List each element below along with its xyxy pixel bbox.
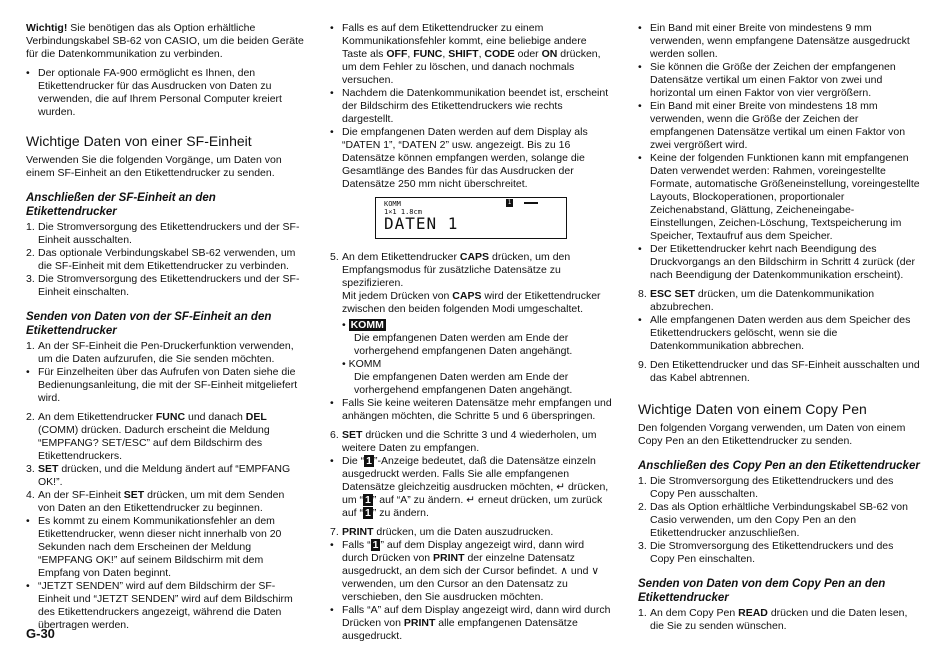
bullet-error: • Falls es auf dem Etikettendrucker zu einem Kommunikationsfehler kommt, eine beliebige andere Taste als OFF, FUNC, SHIFT, CODE oder ON drücken, um dem Fehler zu löschen, und danach nochmals versuchen.	[330, 22, 601, 86]
step-8: 8. ESC SET drücken, um die Datenkommunikation abzubrechen.	[638, 288, 875, 313]
bullet-return: • Der Etikettendrucker kehrt nach Beendigung des Druckvorgangs an den Bildschirm in Schritt 4 zurück (der nach Beendigung der Datenkommunikation erscheint).	[638, 243, 915, 281]
step-copy-3: 3. Die Stromversorgung des Etikettendruckers und des Copy Pen einschalten.	[638, 540, 894, 565]
step-text: Den Etikettendrucker und das SF-Einheit ausschalten und das Kabel abtrennen.	[650, 359, 920, 384]
step-connect-2: 2. Das optionale Verbindungskabel SB-62 verwenden, um die SF-Einheit mit dem Etikettendrucker zu verbinden.	[26, 247, 296, 272]
key-print: PRINT	[403, 617, 436, 629]
bullet-text: Falls “	[342, 539, 371, 551]
step-text: drücken, um die Daten auszudrucken.	[373, 526, 554, 538]
step-text: Das optionale Verbindungskabel SB-62 verwenden, um die SF-Einheit mit dem Etikettendrucker zu verbinden.	[38, 247, 296, 272]
bullet-no-functions: • Keine der folgenden Funktionen kann mit empfangenen Daten verwendet werden: Rahmen, voreingestellte Formate, automatische Größeneinstellung, voreingestellte Layouts, Blockoperationen, proportionaler Zeichenabstand, Glättung, Zeicheneingabe-Einstellungen, Zeichen-Löschung, Textspeicherung im Speicher, Textaufruf aus dem Speicher.	[638, 152, 920, 242]
key-code: CODE	[484, 48, 515, 60]
warning-text: Sie benötigen das als Option erhältliche Verbindungskabel SB-62 von CASIO, um die beiden Geräte für die Datenkommunikation zu verbinden.	[26, 22, 304, 60]
heading-connect-sf: Anschließen der SF-Einheit an den Etikettendrucker	[26, 192, 216, 218]
bullet-text: alle empfangenen Datensätze ausgedruckt.	[342, 617, 578, 642]
lcd-display-illustration	[375, 197, 567, 239]
step-send-4: 4. An der SF-Einheit SET drücken, um mit dem Senden von Daten an den Etikettendrucker zu beginnen.	[26, 489, 285, 514]
down-arrow-icon: ∨	[591, 565, 600, 577]
bullet-text: Sie können die Größe der Zeichen der empfangenen Datensätze vertikal um einen Faktor von zwei und horizontal um einen Faktor von vier vergrößern.	[650, 61, 896, 99]
bullet-text: ”-Anzeige bedeutet, daß die Datensätze einzeln ausgedruckt werden. Falls Sie alle empfangenen Datensätze gleichzeitig ausdrucken möchten,	[342, 455, 596, 493]
step-send-3: 3. SET drücken, und die Meldung ändert auf “EMPFANG OK!”.	[26, 463, 291, 488]
heading-connect-copy-pen: Anschließen des Copy Pen an den Etikettendrucker	[638, 460, 920, 472]
lcd-size-readout: 1×1 1.8cm	[384, 208, 422, 216]
bullet-text: Falls Sie keine weiteren Datensätze mehr empfangen und anhängen möchten, die Schritte 5 und 6 überspringen.	[342, 397, 612, 422]
lcd-mode-label: KOMM	[384, 200, 401, 208]
bullet-fa900: • Der optionale FA-900 ermöglicht es Ihnen, den Etikettendrucker für das Ausdrucken von Daten zu verwenden, die auf Ihrem Personal Computer kreiert wurden.	[26, 67, 282, 118]
step-5-detail	[330, 290, 612, 316]
key-shift: SHIFT	[448, 48, 479, 60]
step-text: Das als Option erhältliche Verbindungskabel SB-62 von Casio verwenden, um den Copy Pen an den Etikettendrucker anzuschließen.	[650, 501, 908, 539]
column-1	[26, 22, 304, 632]
bullet-after: • Nachdem die Datenkommunikation beendet ist, erscheint der Bildschirm des Etikettendruckers wie rechts dargestellt.	[330, 87, 609, 125]
bullet-text: ” zu ändern.	[372, 507, 429, 519]
key-func: FUNC	[413, 48, 443, 60]
bullet-cancel: • Alle empfangenen Daten werden aus dem Speicher des Etikettendruckers gelöscht, wenn sie die Datenkommunikation abbrechen.	[638, 314, 911, 352]
mode-label: KOMM	[348, 358, 382, 370]
step-text: wird der Etikettendrucker zwischen den beiden folgenden Modi umgeschaltet.	[342, 290, 601, 315]
bullet-tape-9mm: • Ein Band mit einer Breite von mindestens 9 mm verwenden, wenn empfangene Datensätze ausgedruckt werden sollen.	[638, 22, 910, 60]
step-text: und danach	[185, 411, 246, 423]
key-set: SET	[38, 463, 59, 475]
step-copy-1: 1. Die Stromversorgung des Etikettendruckers und des Copy Pen ausschalten.	[638, 475, 894, 500]
step-5: 5. An dem Etikettendrucker CAPS drücken, um den Empfangsmodus für zusätzliche Datensätze zu spezifizieren.	[330, 251, 571, 289]
key-del: DEL	[245, 411, 267, 423]
warning-note	[26, 22, 304, 61]
enter-icon: ↵	[556, 481, 566, 493]
lcd-record-indicator: 1	[507, 199, 512, 206]
lcd-data-text: DATEN 1	[384, 214, 459, 233]
step-text: Die Stromversorgung des Etikettendruckers und der SF-Einheit einschalten.	[38, 273, 300, 298]
step-text: Die Stromversorgung des Etikettendruckers und des Copy Pen einschalten.	[650, 540, 894, 565]
heading-send-copy-pen: Senden von Daten von dem Copy Pen an den Etikettendrucker	[638, 578, 886, 604]
bullet-text: verwenden, um den Cursor an den Datensatz zu verschieben, den Sie ausdrucken möchten.	[342, 578, 568, 603]
bullet-text: Falls es auf dem Etikettendrucker zu einem Kommunikationsfehler kommt, eine beliebige andere Taste als	[342, 22, 587, 60]
warning-label: Wichtig!	[26, 22, 68, 34]
step-text: drücken, um mit dem Senden von Daten an den Etikettendrucker zu beginnen.	[38, 489, 285, 514]
indicator-1-icon: 1	[366, 455, 373, 467]
bullet-text: Ein Band mit einer Breite von mindestens 9 mm verwenden, wenn empfangene Datensätze ausgedruckt werden sollen.	[650, 22, 910, 60]
heading-send-sf: Senden von Daten von der SF-Einheit an den Etikettendrucker	[26, 311, 272, 337]
page-number: G-30	[26, 626, 55, 641]
bullet-text: Es kommt zu einem Kommunikationsfehler an dem Etikettendrucker, wenn dieser nicht innerhalb von 20 Sekunden nach dem Erscheinen der Meldung “EMPFANG OK!” auf seinem Bildschirm mit dem Empfang von Daten beginnt.	[38, 515, 282, 579]
key-off: OFF	[386, 48, 408, 60]
key-esc-set: ESC SET	[650, 288, 695, 300]
indicator-1-icon: 1	[365, 494, 371, 506]
step-9: 9. Den Etikettendrucker und das SF-Einheit ausschalten und das Kabel abtrennen.	[638, 359, 920, 384]
key-print: PRINT	[342, 526, 374, 538]
step-connect-3: 3. Die Stromversorgung des Etikettendruckers und der SF-Einheit einschalten.	[26, 273, 300, 298]
intro-sf: Verwenden Sie die folgenden Vorgänge, um Daten von einem SF-Einheit an den Etikettendrucker zu senden.	[26, 154, 282, 179]
indicator-1-icon: 1	[372, 539, 379, 551]
bullet-text: und	[567, 565, 592, 577]
bullet-text: Falls “A” auf dem Display angezeigt wird, dann wird durch Drücken von	[342, 604, 611, 629]
bullet-text: oder	[514, 48, 542, 60]
step-text: Die Stromversorgung des Etikettendruckers und des Copy Pen ausschalten.	[650, 475, 894, 500]
bullet-text: Die “	[342, 455, 365, 467]
enter-icon: ↵	[466, 494, 476, 506]
mode-2-text: Die empfangenen Daten werden am Ende der vorhergehend empfangenen Daten angehängt.	[354, 371, 573, 396]
up-arrow-icon: ∧	[560, 565, 568, 577]
bullet-received: • Die empfangenen Daten werden auf dem Display als “DATEN 1”, “DATEN 2” usw. angezeigt. Bis zu 16 Datensätze können empfangen werden, solange die Gesamtlänge des Bandes für das Ausdrucken der Datensätze 250 mm nicht überschreitet.	[330, 126, 588, 190]
bullet-text: Nachdem die Datenkommunikation beendet ist, erscheint der Bildschirm des Etikettendruckers wie rechts dargestellt.	[342, 87, 609, 125]
column-3	[638, 22, 920, 633]
step-text: drücken und die Daten lesen, die Sie zu senden wünschen.	[650, 607, 908, 632]
mode-label-inverted: KOMM	[350, 319, 384, 331]
intro-copy-pen: Den folgenden Vorgang verwenden, um Daten von einem Copy Pen an den Etikettendrucker zu senden.	[638, 422, 906, 447]
key-on: ON	[541, 48, 558, 60]
step-text: Die Stromversorgung des Etikettendruckers und der SF-Einheit ausschalten.	[38, 221, 300, 246]
step-text: An der SF-Einheit	[38, 489, 124, 501]
bullet-text: Ein Band mit einer Breite von mindestens 18 mm verwenden, wenn die Größe der Zeichen der empfangenen Datensätze vertikal um einen Faktor von zwei vergrößert wird.	[650, 100, 906, 151]
bullet-text: Alle empfangenen Daten werden aus dem Speicher des Etikettendruckers gelöscht, wenn sie die Datenkommunikation abbrechen.	[650, 314, 911, 352]
mode-1-text: Die empfangenen Daten werden am Ende der vorhergehend empfangenen Daten angehängt.	[354, 332, 573, 357]
key-set: SET	[123, 489, 145, 501]
key-caps: CAPS	[452, 290, 482, 302]
step-send-2: 2. An dem Etikettendrucker FUNC und danach DEL (COMM) drücken. Dadurch erscheint die Meldung “EMPFANG? SET/ESC” auf dem Bildschirm des Etikettendruckers.	[26, 411, 270, 462]
bullet-send-1b: • Für Einzelheiten über das Aufrufen von Daten siehe die Bedienungsanleitung, die mit der SF-Einheit mitgeliefert wird.	[26, 366, 298, 404]
step-text: An der SF-Einheit die Pen-Druckerfunktion verwenden, um die Daten aufzurufen, die Sie senden möchten.	[38, 340, 294, 365]
mode-2: • KOMM	[342, 358, 382, 370]
step-text: drücken, um den Empfangsmodus für zusätzliche Datensätze zu spezifizieren.	[342, 251, 571, 289]
lcd-cursor	[524, 202, 538, 204]
column-2	[330, 22, 612, 643]
step-copy-2: 2. Das als Option erhältliche Verbindungskabel SB-62 von Casio verwenden, um den Copy Pen an den Etikettendrucker anzuschließen.	[638, 501, 908, 539]
key-read: READ	[738, 607, 768, 619]
key-print: PRINT	[433, 552, 465, 564]
heading-sf: Wichtige Daten von einer SF-Einheit	[26, 133, 252, 149]
step-6: 6. SET drücken und die Schritte 3 und 4 wiederholen, um weitere Daten zu empfangen.	[330, 429, 597, 454]
key-func: FUNC	[155, 411, 186, 423]
bullet-text: Keine der folgenden Funktionen kann mit empfangenen Daten verwendet werden: Rahmen, voreingestellte Formate, automatische Größeneinstellung, voreingestellte Layouts, Blockoperationen, proportionaler Zeichenabstand, Glättung, Zeicheneingabe-Einstellungen, Zeichen-Löschung, Textspeicherung im Speicher, Textaufruf aus dem Speicher.	[650, 152, 920, 242]
bullet-text: Für Einzelheiten über das Aufrufen von Daten siehe die Bedienungsanleitung, die mit der SF-Einheit mitgeliefert wird.	[38, 366, 298, 404]
bullet-text: ” auf dem Display angezeigt wird, dann wird durch Drücken von	[342, 539, 585, 564]
step-text: An dem Copy Pen	[650, 607, 739, 619]
step-7: 7. PRINT drücken, um die Daten auszudrucken.	[330, 526, 554, 538]
bullet-text: drücken, um dem Fehler zu löschen, und danach nochmals versuchen.	[342, 48, 601, 86]
heading-copy-pen: Wichtige Daten von einem Copy Pen	[638, 401, 867, 417]
bullet-text: Der optionale FA-900 ermöglicht es Ihnen, den Etikettendrucker für das Ausdrucken von Daten zu verwenden, die auf Ihrem Personal Computer kreiert wurden.	[38, 67, 282, 118]
mode-1: • KOMM	[342, 319, 384, 331]
bullet-indicator: • Die “ 1 ”-Anzeige bedeutet, daß die Datensätze einzeln ausgedruckt werden. Falls Sie alle empfangenen Datensätze gleichzeitig ausdrucken möchten, ↵ drücken, um “ 1 ” auf “A” zu ändern. ↵ erneut drücken, um zurück auf “ 1 ” zu ändern.	[330, 455, 609, 519]
step-connect-1: 1. Die Stromversorgung des Etikettendruckers und der SF-Einheit ausschalten.	[26, 221, 300, 246]
bullet-print-single: • Falls “ 1 ” auf dem Display angezeigt wird, dann wird durch Drücken von PRINT der einzelne Datensatz ausgedruckt, an dem sich der Cursor befindet. ∧ und ∨ verwenden, um den Cursor an den Datensatz zu verschieben, den Sie ausdrucken möchten.	[330, 539, 600, 603]
step-text: An dem Etikettendrucker	[342, 251, 460, 263]
key-set: SET	[342, 429, 363, 441]
step-text: (COMM) drücken. Dadurch erscheint die Meldung “EMPFANG? SET/ESC” auf dem Bildschirm des Etikettendruckers.	[38, 424, 270, 462]
step-send-1: 1. An der SF-Einheit die Pen-Druckerfunktion verwenden, um die Daten aufzurufen, die Sie senden möchten.	[26, 340, 294, 365]
bullet-print-all: • Falls “A” auf dem Display angezeigt wird, dann wird durch Drücken von PRINT alle empfangenen Datensätze ausgedruckt.	[330, 604, 611, 642]
step-text: An dem Etikettendrucker	[38, 411, 156, 423]
step-send-copy-1: 1. An dem Copy Pen READ drücken und die Daten lesen, die Sie zu senden wünschen.	[638, 607, 908, 632]
bullet-text: der einzelne Datensatz ausgedruckt, an dem sich der Cursor befindet.	[342, 552, 575, 577]
bullet-text: Der Etikettendrucker kehrt nach Beendigung des Druckvorgangs an den Bildschirm in Schritt 4 zurück (der nach Beendigung der Datenkommunikation erscheint).	[650, 243, 915, 281]
step-text: drücken, um die Datenkommunikation abzubrechen.	[650, 288, 875, 313]
bullet-char-size: • Sie können die Größe der Zeichen der empfangenen Datensätze vertikal um einen Faktor von zwei und horizontal um einen Faktor von vier vergrößern.	[638, 61, 896, 99]
bullet-send-4d: • “JETZT SENDEN” wird auf dem Bildschirm der SF-Einheit und “JETZT SENDEN” wird auf dem Bildschirm des Etikettendruckers angezeigt, während die Daten übertragen werden.	[26, 580, 293, 631]
bullet-text: erneut drücken, um zurück auf “	[342, 494, 603, 519]
step-text: drücken, und die Meldung ändert auf “EMPFANG OK!”.	[38, 463, 291, 488]
bullet-tape-18mm: • Ein Band mit einer Breite von mindestens 18 mm verwenden, wenn die Größe der Zeichen der empfangenen Datensätze vertikal um einen Faktor von zwei vergrößert wird.	[638, 100, 906, 151]
bullet-text: “JETZT SENDEN” wird auf dem Bildschirm der SF-Einheit und “JETZT SENDEN” wird auf dem Bildschirm des Etikettendruckers angezeigt, während die Daten übertragen werden.	[38, 580, 293, 631]
bullet-text: drücken, um “	[342, 481, 609, 506]
indicator-1-icon: 1	[365, 507, 371, 519]
key-caps: CAPS	[459, 251, 490, 263]
bullet-send-4c: • Es kommt zu einem Kommunikationsfehler an dem Etikettendrucker, wenn dieser nicht innerhalb von 20 Sekunden nach dem Erscheinen der Meldung “EMPFANG OK!” auf seinem Bildschirm mit dem Empfang von Daten beginnt.	[26, 515, 282, 579]
bullet-no-more: • Falls Sie keine weiteren Datensätze mehr empfangen und anhängen möchten, die Schritte 5 und 6 überspringen.	[330, 397, 612, 422]
step-text: drücken und die Schritte 3 und 4 wiederholen, um weitere Daten zu empfangen.	[342, 429, 597, 454]
bullet-text: Die empfangenen Daten werden auf dem Display als “DATEN 1”, “DATEN 2” usw. angezeigt. Bis zu 16 Datensätze können empfangen werden, solange die Gesamtlänge des Bandes für das Ausdrucken der Datensätze 250 mm nicht überschreitet.	[342, 126, 588, 190]
step-text: Mit jedem Drücken von	[342, 290, 453, 302]
bullet-text: ” auf “A” zu ändern.	[372, 494, 467, 506]
